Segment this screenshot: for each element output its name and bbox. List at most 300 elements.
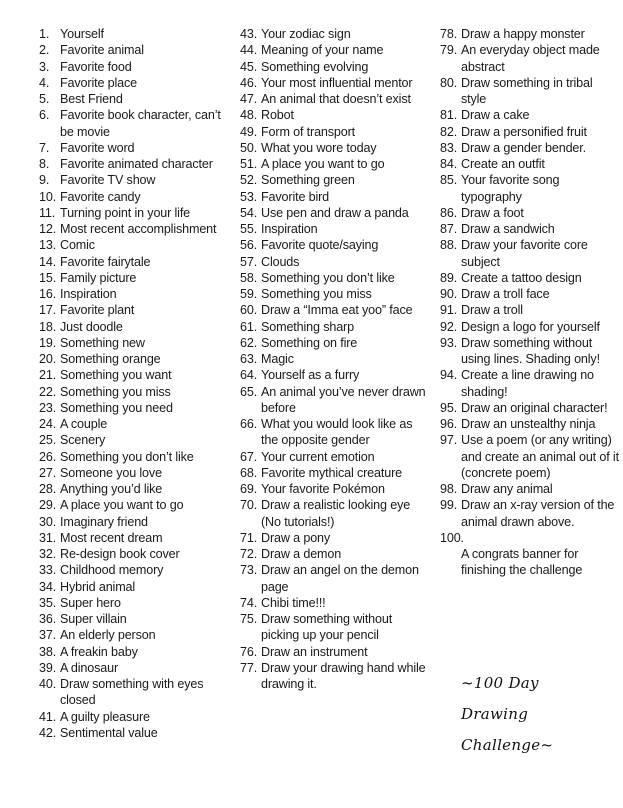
list-item bbox=[240, 189, 430, 205]
list-item bbox=[39, 725, 229, 741]
item-number: 21. bbox=[39, 368, 57, 383]
item-text: Anything you’d like bbox=[60, 482, 163, 496]
item-text: Hybrid animal bbox=[60, 579, 136, 594]
item-text: Draw a foot bbox=[461, 205, 524, 220]
item-text: Draw something with eyes closed bbox=[60, 677, 204, 708]
list-item bbox=[240, 562, 430, 595]
list-item bbox=[440, 124, 620, 140]
list-item bbox=[440, 432, 620, 481]
list-item bbox=[440, 221, 620, 237]
list-item bbox=[39, 91, 229, 107]
item-number: 47. bbox=[240, 92, 258, 106]
item-number: 22. bbox=[39, 384, 57, 399]
item-number: 33. bbox=[39, 563, 57, 578]
list-item bbox=[39, 42, 229, 58]
item-number: 86. bbox=[440, 205, 458, 220]
list-item bbox=[39, 351, 229, 367]
item-number: 34. bbox=[39, 579, 57, 594]
item-text: Use pen and draw a panda bbox=[261, 205, 409, 220]
list-item bbox=[240, 367, 430, 383]
item-number: 39. bbox=[39, 660, 57, 675]
item-text: Draw any animal bbox=[461, 482, 553, 496]
item-text: Draw a “Imma eat yoo” face bbox=[261, 303, 413, 318]
item-text: Inspiration bbox=[261, 222, 318, 236]
item-text: Draw a happy monster bbox=[461, 27, 585, 41]
item-number: 6. bbox=[39, 108, 50, 123]
title-line-3: Challenge~ bbox=[461, 736, 554, 754]
item-number: 10. bbox=[39, 189, 57, 204]
item-number: 71. bbox=[240, 530, 258, 545]
item-number: 61. bbox=[240, 319, 258, 334]
item-text: Form of transport bbox=[261, 124, 356, 139]
item-text: Something you miss bbox=[261, 287, 372, 301]
list-item bbox=[440, 530, 620, 579]
list-item bbox=[39, 546, 229, 562]
list-item bbox=[440, 497, 620, 530]
list-item bbox=[39, 335, 229, 351]
list-item bbox=[240, 481, 430, 497]
list-item bbox=[240, 221, 430, 237]
list-item bbox=[240, 270, 430, 286]
list-item bbox=[39, 140, 229, 156]
list-item bbox=[39, 449, 229, 465]
item-number: 41. bbox=[39, 709, 57, 724]
item-text: Create a tattoo design bbox=[461, 270, 582, 285]
item-number: 48. bbox=[240, 108, 258, 123]
item-number: 91. bbox=[440, 303, 458, 318]
item-text: Re-design book cover bbox=[60, 547, 180, 561]
list-item bbox=[240, 416, 430, 449]
item-text: Your current emotion bbox=[261, 449, 375, 464]
item-text: Favorite word bbox=[60, 140, 135, 155]
item-number: 77. bbox=[240, 660, 258, 675]
item-text: Super hero bbox=[60, 595, 121, 610]
item-text: Favorite mythical creature bbox=[261, 465, 402, 480]
item-number: 17. bbox=[39, 303, 57, 318]
item-text: A congrats banner for finishing the challenge bbox=[461, 547, 583, 578]
item-number: 38. bbox=[39, 644, 57, 659]
item-number: 30. bbox=[39, 514, 57, 529]
item-text: A place you want to go bbox=[261, 157, 385, 171]
item-number: 3. bbox=[39, 59, 50, 74]
item-text: Something you want bbox=[60, 368, 172, 383]
item-text: Something sharp bbox=[261, 319, 354, 334]
item-number: 94. bbox=[440, 368, 458, 383]
item-text: Something you need bbox=[60, 400, 173, 415]
item-text: An elderly person bbox=[60, 628, 156, 643]
item-number: 84. bbox=[440, 157, 458, 171]
item-text: Childhood memory bbox=[60, 563, 164, 578]
item-number: 37. bbox=[39, 628, 57, 643]
item-number: 29. bbox=[39, 498, 57, 513]
item-number: 97. bbox=[440, 433, 458, 448]
item-number: 46. bbox=[240, 75, 258, 90]
list-item bbox=[240, 140, 430, 156]
item-number: 79. bbox=[440, 43, 458, 58]
list-item bbox=[39, 644, 229, 660]
item-text: Create a line drawing no shading! bbox=[461, 368, 594, 399]
challenge-title bbox=[461, 668, 553, 761]
item-number: 15. bbox=[39, 270, 57, 285]
list-column-3 bbox=[440, 26, 620, 579]
list-item bbox=[440, 237, 620, 270]
item-text: Turning point in your life bbox=[60, 205, 191, 220]
item-text: Draw a troll bbox=[461, 303, 523, 318]
item-number: 82. bbox=[440, 124, 458, 139]
list-item bbox=[440, 367, 620, 400]
item-number: 76. bbox=[240, 644, 258, 659]
list-item bbox=[240, 205, 430, 221]
item-text: Favorite book character, can’t be movie bbox=[60, 108, 221, 139]
list-item bbox=[39, 270, 229, 286]
item-number: 7. bbox=[39, 140, 50, 155]
list-item bbox=[39, 481, 229, 497]
item-text: Design a logo for yourself bbox=[461, 319, 600, 334]
item-number: 75. bbox=[240, 612, 258, 626]
item-text: Draw your drawing hand while drawing it. bbox=[261, 660, 426, 691]
list-item bbox=[240, 546, 430, 562]
item-number: 5. bbox=[39, 92, 50, 106]
item-text: Most recent dream bbox=[60, 530, 163, 545]
list-item bbox=[240, 75, 430, 91]
item-number: 26. bbox=[39, 449, 57, 464]
title-line-1: ~100 Day bbox=[461, 674, 539, 692]
item-text: Draw an angel on the demon page bbox=[261, 563, 419, 594]
item-number: 19. bbox=[39, 335, 57, 350]
item-number: 32. bbox=[39, 547, 57, 561]
item-text: Favorite bird bbox=[261, 189, 330, 204]
list-item bbox=[39, 579, 229, 595]
item-number: 63. bbox=[240, 352, 258, 366]
list-item bbox=[440, 107, 620, 123]
item-text: Favorite plant bbox=[60, 303, 135, 318]
item-number: 9. bbox=[39, 173, 50, 188]
item-text: Draw your favorite core subject bbox=[461, 238, 588, 269]
item-text: Inspiration bbox=[60, 287, 117, 301]
list-item bbox=[440, 416, 620, 432]
item-text: Clouds bbox=[261, 254, 300, 269]
item-number: 70. bbox=[240, 498, 258, 513]
item-number: 16. bbox=[39, 287, 57, 301]
list-item bbox=[240, 124, 430, 140]
item-text: Draw a realistic looking eye (No tutorials!) bbox=[261, 498, 411, 529]
list-item bbox=[39, 384, 229, 400]
item-number: 23. bbox=[39, 400, 57, 415]
item-number: 92. bbox=[440, 319, 458, 334]
item-number: 51. bbox=[240, 157, 258, 171]
item-number: 42. bbox=[39, 725, 57, 740]
item-number: 24. bbox=[39, 417, 57, 431]
item-text: Someone you love bbox=[60, 465, 162, 480]
list-item bbox=[39, 237, 229, 253]
item-number: 14. bbox=[39, 254, 57, 269]
item-number: 49. bbox=[240, 124, 258, 139]
item-text: A guilty pleasure bbox=[60, 709, 150, 724]
item-text: A freakin baby bbox=[60, 644, 138, 659]
item-number: 58. bbox=[240, 270, 258, 285]
item-text: A dinosaur bbox=[60, 660, 119, 675]
list-item bbox=[39, 302, 229, 318]
item-number: 66. bbox=[240, 417, 258, 431]
item-text: Best Friend bbox=[60, 92, 123, 106]
item-number: 53. bbox=[240, 189, 258, 204]
item-text: Favorite TV show bbox=[60, 173, 156, 188]
item-number: 59. bbox=[240, 287, 258, 301]
list-item bbox=[39, 497, 229, 513]
list-item bbox=[39, 59, 229, 75]
item-number: 96. bbox=[440, 417, 458, 431]
item-number: 35. bbox=[39, 595, 57, 610]
item-number: 83. bbox=[440, 140, 458, 155]
list-item bbox=[240, 26, 430, 42]
item-number: 73. bbox=[240, 563, 258, 578]
item-number: 99. bbox=[440, 498, 458, 513]
list-item bbox=[440, 140, 620, 156]
item-text: Comic bbox=[60, 238, 95, 253]
item-text: Yourself bbox=[60, 27, 104, 41]
item-text: Draw a sandwich bbox=[461, 222, 555, 236]
item-number: 60. bbox=[240, 303, 258, 318]
item-text: Magic bbox=[261, 352, 294, 366]
item-text: Favorite candy bbox=[60, 189, 141, 204]
item-text: Favorite animated character bbox=[60, 157, 213, 171]
item-text: Your favorite Pokémon bbox=[261, 482, 385, 496]
list-item bbox=[240, 107, 430, 123]
item-text: Draw a cake bbox=[461, 108, 530, 123]
item-number: 36. bbox=[39, 612, 57, 626]
item-number: 25. bbox=[39, 433, 57, 448]
item-text: Favorite quote/saying bbox=[261, 238, 379, 253]
list-item bbox=[440, 286, 620, 302]
item-text: Your zodiac sign bbox=[261, 27, 351, 41]
list-item bbox=[440, 26, 620, 42]
item-number: 62. bbox=[240, 335, 258, 350]
item-text: Just doodle bbox=[60, 319, 123, 334]
list-item bbox=[240, 384, 430, 417]
list-item bbox=[39, 660, 229, 676]
item-number: 13. bbox=[39, 238, 57, 253]
item-text: Draw an instrument bbox=[261, 644, 368, 659]
list-item bbox=[240, 335, 430, 351]
item-number: 95. bbox=[440, 400, 458, 415]
item-number: 2. bbox=[39, 43, 50, 58]
list-item bbox=[240, 237, 430, 253]
item-number: 98. bbox=[440, 482, 458, 496]
item-number: 68. bbox=[240, 465, 258, 480]
list-item bbox=[240, 644, 430, 660]
list-item bbox=[39, 107, 229, 140]
item-number: 100. bbox=[440, 530, 464, 545]
item-number: 72. bbox=[240, 547, 258, 561]
item-text: Favorite animal bbox=[60, 43, 144, 58]
item-text: Meaning of your name bbox=[261, 43, 384, 58]
list-item bbox=[240, 91, 430, 107]
item-number: 69. bbox=[240, 482, 258, 496]
item-number: 52. bbox=[240, 173, 258, 188]
item-number: 90. bbox=[440, 287, 458, 301]
item-number: 87. bbox=[440, 222, 458, 236]
item-number: 18. bbox=[39, 319, 57, 334]
list-item bbox=[39, 221, 229, 237]
item-text: Something you miss bbox=[60, 384, 171, 399]
item-text: Draw an original character! bbox=[461, 400, 608, 415]
item-number: 44. bbox=[240, 43, 258, 58]
item-text: Yourself as a furry bbox=[261, 368, 360, 383]
item-text: Your favorite song typography bbox=[461, 173, 560, 204]
item-text: Super villain bbox=[60, 612, 127, 626]
item-number: 12. bbox=[39, 222, 57, 236]
item-text: An everyday object made abstract bbox=[461, 43, 600, 74]
list-item bbox=[39, 400, 229, 416]
list-column-1 bbox=[39, 26, 229, 741]
item-number: 54. bbox=[240, 205, 258, 220]
item-number: 27. bbox=[39, 465, 57, 480]
item-text: Something evolving bbox=[261, 59, 369, 74]
list-item bbox=[39, 156, 229, 172]
list-item bbox=[240, 595, 430, 611]
list-item bbox=[240, 286, 430, 302]
list-item bbox=[39, 530, 229, 546]
list-item bbox=[440, 335, 620, 368]
item-text: Something you don’t like bbox=[261, 270, 395, 285]
item-number: 28. bbox=[39, 482, 57, 496]
item-text: Draw something without using lines. Shading only! bbox=[461, 335, 600, 366]
list-item bbox=[440, 481, 620, 497]
item-text: Draw a gender bender. bbox=[461, 140, 586, 155]
list-item bbox=[440, 400, 620, 416]
list-item bbox=[240, 449, 430, 465]
list-item bbox=[39, 562, 229, 578]
title-line-2: Drawing bbox=[461, 705, 529, 723]
list-item bbox=[440, 75, 620, 108]
list-item bbox=[440, 302, 620, 318]
list-item bbox=[240, 351, 430, 367]
item-text: An animal that doesn’t exist bbox=[261, 92, 411, 106]
item-text: Use a poem (or any writing) and create an animal out of it (concrete poem) bbox=[461, 433, 619, 480]
item-text: A couple bbox=[60, 417, 108, 431]
item-text: Chibi time!!! bbox=[261, 595, 326, 610]
list-item bbox=[39, 286, 229, 302]
item-number: 57. bbox=[240, 254, 258, 269]
item-text: Favorite place bbox=[60, 75, 137, 90]
list-item bbox=[440, 172, 620, 205]
item-text: Favorite fairytale bbox=[60, 254, 151, 269]
item-number: 8. bbox=[39, 157, 50, 171]
item-text: Scenery bbox=[60, 433, 106, 448]
list-item bbox=[240, 156, 430, 172]
list-item bbox=[39, 432, 229, 448]
item-number: 40. bbox=[39, 677, 57, 691]
item-number: 31. bbox=[39, 530, 57, 545]
list-item bbox=[39, 611, 229, 627]
list-item bbox=[39, 26, 229, 42]
item-text: Draw something without picking up your pencil bbox=[261, 612, 393, 643]
item-number: 4. bbox=[39, 75, 50, 90]
list-item bbox=[240, 42, 430, 58]
list-item bbox=[240, 611, 430, 644]
item-text: A place you want to go bbox=[60, 498, 184, 513]
item-text: What you would look like as the opposite gender bbox=[261, 417, 413, 448]
item-number: 88. bbox=[440, 238, 458, 253]
item-text: Draw a troll face bbox=[461, 287, 550, 301]
list-item bbox=[440, 205, 620, 221]
item-number: 93. bbox=[440, 335, 458, 350]
list-item bbox=[240, 172, 430, 188]
item-text: Draw a demon bbox=[261, 547, 342, 561]
item-number: 64. bbox=[240, 368, 258, 383]
item-number: 45. bbox=[240, 59, 258, 74]
item-text: An animal you’ve never drawn before bbox=[261, 384, 426, 415]
item-text: Family picture bbox=[60, 270, 137, 285]
list-item bbox=[39, 254, 229, 270]
list-item bbox=[39, 367, 229, 383]
item-number: 81. bbox=[440, 108, 458, 123]
item-text: Robot bbox=[261, 108, 294, 123]
item-text: Something on fire bbox=[261, 335, 358, 350]
list-item bbox=[440, 270, 620, 286]
item-number: 89. bbox=[440, 270, 458, 285]
item-text: Create an outfit bbox=[461, 157, 545, 171]
item-text: Something new bbox=[60, 335, 145, 350]
list-item bbox=[39, 595, 229, 611]
item-number: 43. bbox=[240, 27, 258, 41]
list-item bbox=[240, 660, 430, 693]
list-item bbox=[39, 205, 229, 221]
item-text: Something green bbox=[261, 173, 355, 188]
item-text: Imaginary friend bbox=[60, 514, 148, 529]
list-column-2 bbox=[240, 26, 430, 692]
item-number: 74. bbox=[240, 595, 258, 610]
item-text: Draw something in tribal style bbox=[461, 75, 593, 106]
item-number: 85. bbox=[440, 173, 458, 188]
item-number: 55. bbox=[240, 222, 258, 236]
list-item bbox=[240, 319, 430, 335]
list-item bbox=[240, 302, 430, 318]
list-item bbox=[39, 75, 229, 91]
list-item bbox=[39, 709, 229, 725]
item-number: 1. bbox=[39, 27, 50, 41]
list-item bbox=[39, 189, 229, 205]
item-text: Draw a pony bbox=[261, 530, 331, 545]
item-text: Draw a personified fruit bbox=[461, 124, 587, 139]
list-item bbox=[240, 530, 430, 546]
item-number: 65. bbox=[240, 384, 258, 399]
list-item bbox=[440, 156, 620, 172]
item-number: 20. bbox=[39, 352, 57, 366]
item-text: Your most influential mentor bbox=[261, 75, 413, 90]
item-text: Most recent accomplishment bbox=[60, 222, 217, 236]
list-item bbox=[440, 42, 620, 75]
list-item bbox=[440, 319, 620, 335]
list-item bbox=[39, 676, 229, 709]
list-item bbox=[39, 172, 229, 188]
item-number: 50. bbox=[240, 140, 258, 155]
item-text: Draw an unstealthy ninja bbox=[461, 417, 596, 431]
item-number: 67. bbox=[240, 449, 258, 464]
list-item bbox=[240, 465, 430, 481]
list-item bbox=[39, 416, 229, 432]
list-item bbox=[39, 627, 229, 643]
list-item bbox=[240, 497, 430, 530]
list-item bbox=[240, 254, 430, 270]
list-item bbox=[39, 514, 229, 530]
item-text: Favorite food bbox=[60, 59, 132, 74]
item-number: 80. bbox=[440, 75, 458, 90]
item-number: 56. bbox=[240, 238, 258, 253]
list-item bbox=[240, 59, 430, 75]
item-text: Draw an x-ray version of the animal drawn above. bbox=[461, 498, 615, 529]
item-text: Sentimental value bbox=[60, 725, 158, 740]
